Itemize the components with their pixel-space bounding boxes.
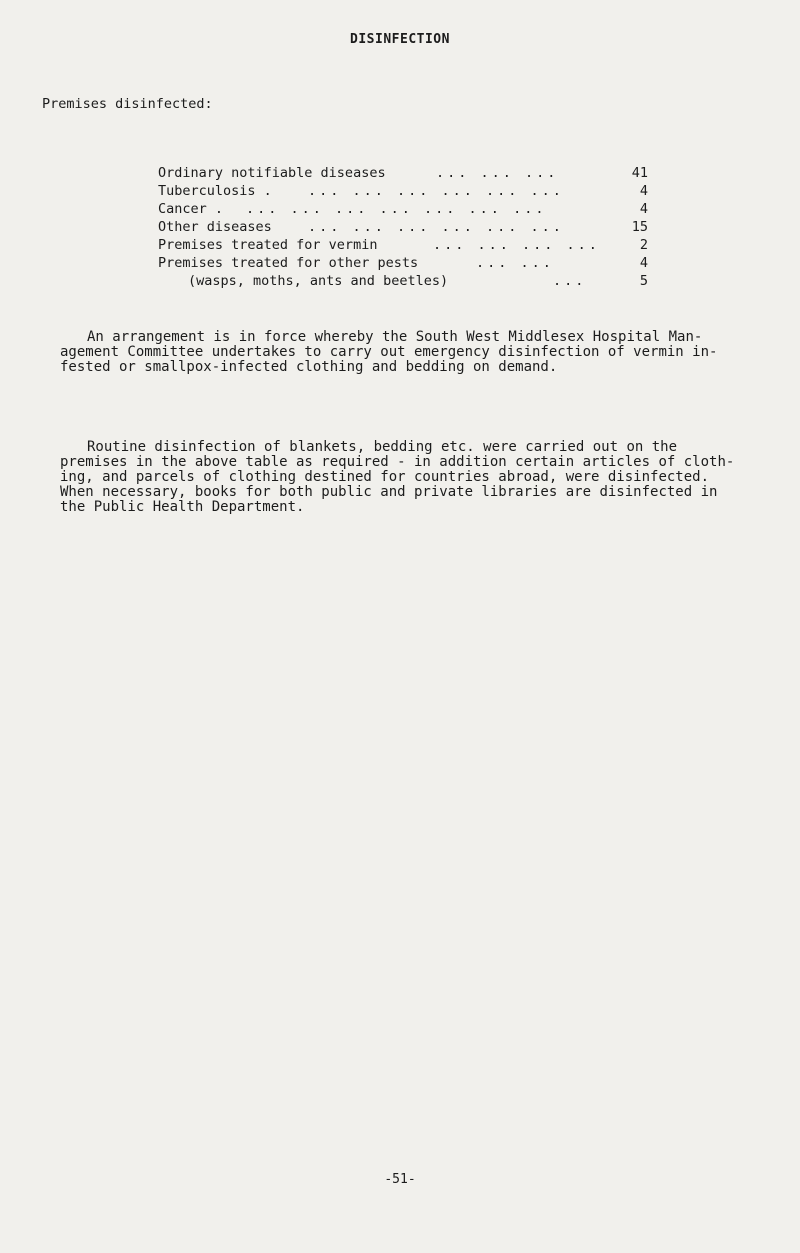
row-label: (wasps, moths, ants and beetles)	[188, 273, 449, 289]
disinfection-table	[158, 164, 658, 290]
row-label: Other diseases	[158, 219, 272, 235]
row-value: 15	[631, 219, 648, 235]
row-label: Tuberculosis .	[158, 183, 272, 199]
row-label: Ordinary notifiable diseases	[158, 165, 386, 181]
paragraph-line: fested or smallpox-infected clothing and bedding on demand.	[60, 359, 558, 375]
table-row	[158, 218, 658, 236]
paragraph-line: Routine disinfection of blankets, bedding etc. were carried out on the	[87, 439, 678, 455]
table-row	[158, 272, 658, 290]
row-value: 5	[639, 273, 648, 289]
paragraph-line: When necessary, books for both public and private libraries are disinfected in	[60, 484, 718, 500]
row-label: Cancer .	[158, 201, 224, 217]
paragraph-emergency-disinfection	[60, 330, 760, 375]
row-value: 2	[639, 237, 648, 253]
paragraph-line: An arrangement is in force whereby the South West Middlesex Hospital Man-	[87, 329, 703, 345]
table-row	[158, 164, 658, 182]
paragraph-line: agement Committee undertakes to carry out emergency disinfection of vermin in-	[60, 344, 718, 360]
row-value: 4	[639, 255, 648, 271]
page-number: -51-	[384, 1172, 416, 1187]
table-row	[158, 254, 658, 272]
row-label: Premises treated for vermin	[158, 237, 378, 253]
table-row	[158, 182, 658, 200]
row-value: 4	[639, 201, 648, 217]
row-leader: ... ... ...	[436, 165, 559, 181]
row-leader: ...	[553, 273, 587, 289]
paragraph-line: ing, and parcels of clothing destined for countries abroad, were disinfected.	[60, 469, 710, 485]
paragraph-line: premises in the above table as required - in addition certain articles of cloth-	[60, 454, 735, 470]
paragraph-routine-disinfection	[60, 440, 760, 515]
table-row	[158, 236, 658, 254]
row-leader: ... ... ... ... ... ...	[308, 183, 564, 199]
row-label: Premises treated for other pests	[158, 255, 419, 271]
page-title: DISINFECTION	[350, 32, 450, 47]
table-row	[158, 200, 658, 218]
paragraph-line: the Public Health Department.	[60, 499, 305, 515]
row-leader: ... ... ... ... ... ... ...	[246, 201, 547, 217]
section-intro: Premises disinfected:	[42, 96, 213, 112]
row-leader: ... ... ... ... ... ...	[308, 219, 564, 235]
row-leader: ... ... ... ...	[433, 237, 600, 253]
row-leader: ... ...	[476, 255, 554, 271]
row-value: 41	[631, 165, 648, 181]
row-value: 4	[639, 183, 648, 199]
